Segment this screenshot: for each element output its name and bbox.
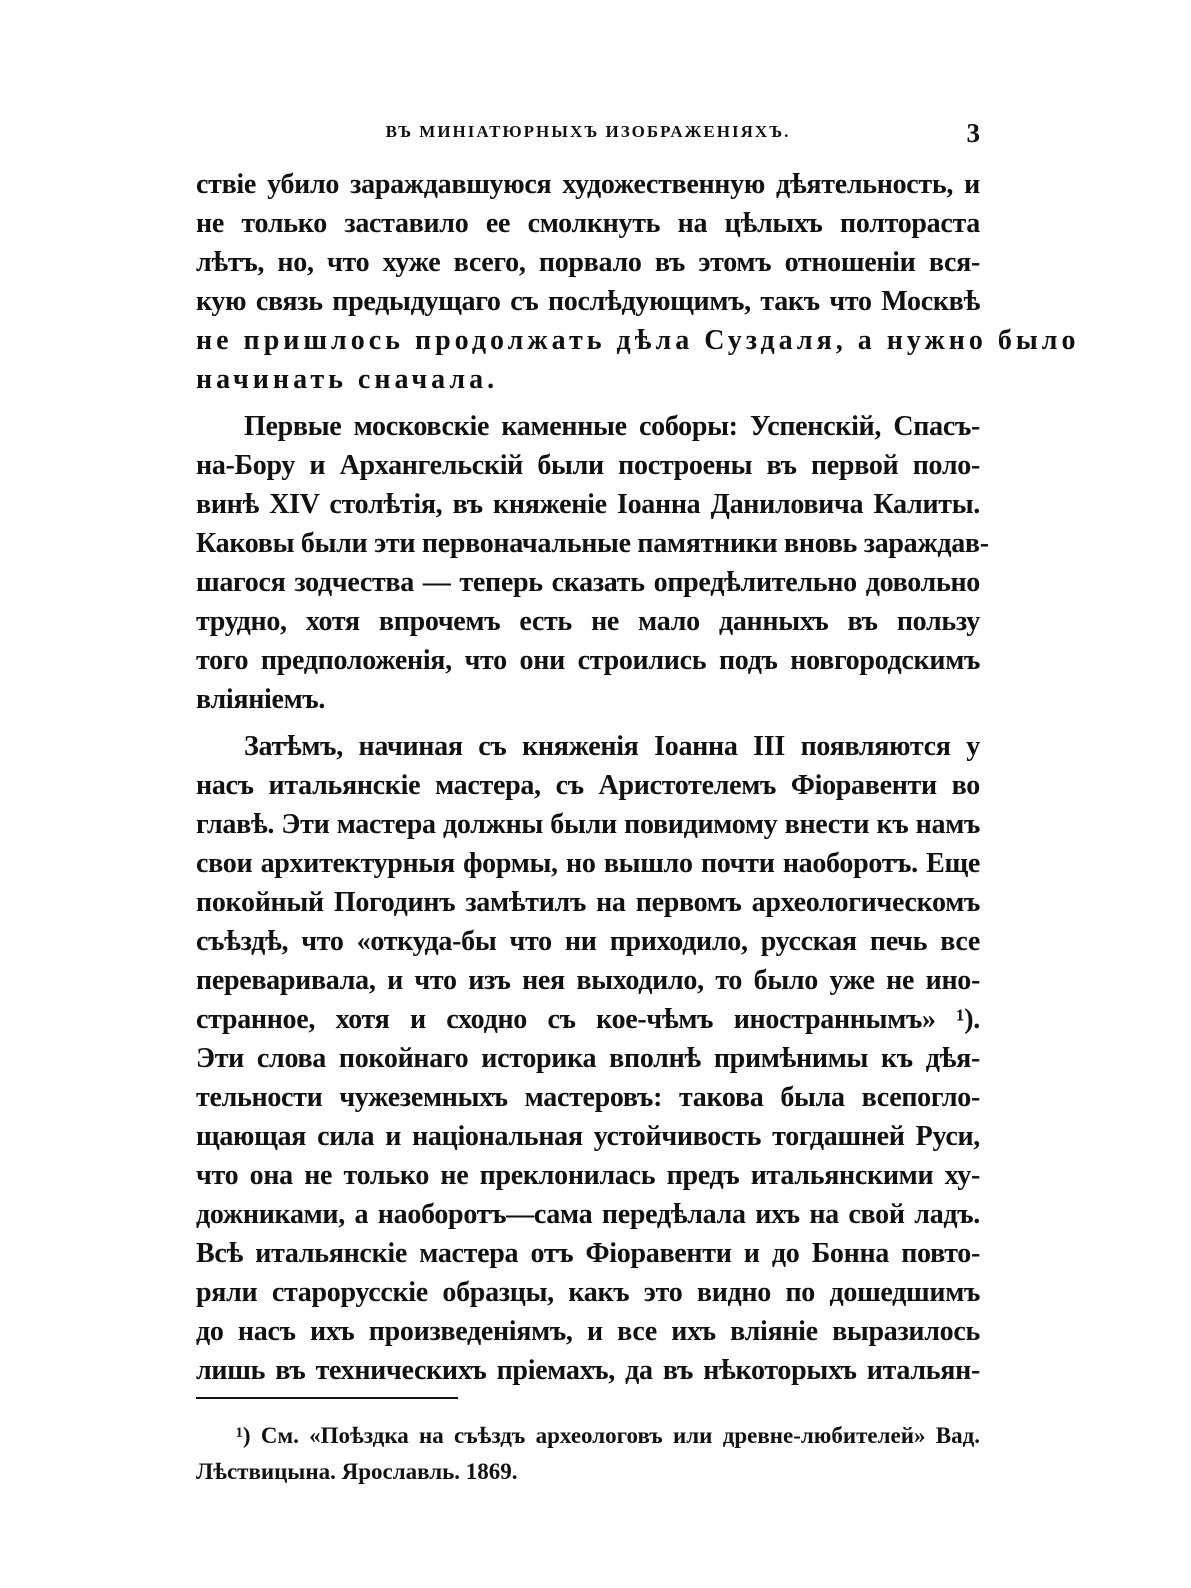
text-line: не пришлось продолжать дѣла Суздаля, а нужно было: [196, 325, 1080, 356]
text-line: лишь въ техническихъ пріемахъ, да въ нѣкоторыхъ итальян-: [196, 1355, 980, 1386]
text-line: того предположенія, что они строились подъ новгородскимъ: [196, 645, 980, 676]
text-line: дожниками, а наоборотъ—сама передѣлала ихъ на свой ладъ.: [196, 1199, 980, 1230]
text-line: переваривала, и что изъ нея выходило, то было уже не ино-: [196, 965, 980, 996]
text-line: Первые московскіе каменные соборы: Успенскій, Спасъ-: [244, 411, 980, 442]
text-line: трудно, хотя впрочемъ есть не мало данныхъ въ пользу: [196, 606, 980, 637]
text-line: что она не только не преклонилась предъ итальянскими ху-: [196, 1160, 980, 1191]
text-line: Всѣ итальянскіе мастера отъ Фіоравенти и до Бонна повто-: [196, 1238, 980, 1269]
text-line: до насъ ихъ произведеніямъ, и все ихъ вліяніе выразилось: [196, 1316, 980, 1347]
text-line: Затѣмъ, начиная съ княженія Іоанна III появляются у: [244, 731, 980, 762]
running-head: [196, 118, 980, 148]
footnote: [196, 1418, 980, 1490]
text-line: ряли старорусскіе образцы, какъ это видно по дошедшимъ: [196, 1277, 980, 1308]
footnote-line: ¹) См. «Поѣздка на съѣздъ археологовъ или древне-любителей» Вад.: [236, 1423, 980, 1448]
text-line: покойный Погодинъ замѣтилъ на первомъ археологическомъ: [196, 887, 980, 918]
text-line: лѣтъ, но, что хуже всего, порвало въ этомъ отношеніи вся-: [196, 247, 980, 278]
text-line: Каковы были эти первоначальные памятники вновь зараждав-: [196, 528, 989, 559]
page-number: 3: [966, 118, 980, 148]
text-line: щающая сила и національная устойчивость тогдашней Руси,: [196, 1121, 980, 1152]
text-line: Эти слова покойнаго историка вполнѣ примѣнимы къ дѣя-: [196, 1043, 980, 1074]
text-line: на-Бору и Архангельскій были построены въ первой поло-: [196, 450, 980, 481]
text-line: начинать сначала.: [196, 364, 499, 395]
footnote-line: Лѣствицына. Ярославль. 1869.: [196, 1459, 518, 1484]
text-line: винѣ XIV столѣтія, въ княженіе Іоанна Даниловича Калиты.: [196, 489, 980, 520]
text-line: насъ итальянскіе мастера, съ Аристотелемъ Фіоравенти во: [196, 770, 980, 801]
running-title: ВЪ МИНІАТЮРНЫХЪ ИЗОБРАЖЕНІЯХЪ.: [385, 122, 791, 141]
text-line: вліяніемъ.: [196, 684, 326, 715]
text-line: шагося зодчества — теперь сказать опредѣлительно довольно: [196, 567, 980, 598]
text-line: не только заставило ее смолкнуть на цѣлыхъ полтораста: [196, 208, 980, 239]
text-line: съѣздѣ, что «откуда-бы что ни приходило, русская печь все: [196, 926, 980, 957]
text-line: главѣ. Эти мастера должны были повидимому внести къ намъ: [196, 809, 980, 840]
text-line: ствіе убило зараждавшуюся художественную дѣятельность, и: [196, 169, 980, 200]
text-line: свои архитектурныя формы, но вышло почти наоборотъ. Еще: [196, 848, 980, 879]
text-line: странное, хотя и сходно съ кое-чѣмъ иностраннымъ» ¹).: [196, 1004, 980, 1035]
body-text: [196, 165, 1080, 1390]
text-line: кую связь предыдущаго съ послѣдующимъ, такъ что Москвѣ: [196, 286, 980, 317]
text-line: тельности чужеземныхъ мастеровъ: такова была всепогло-: [196, 1082, 980, 1113]
footnote-divider: [196, 1397, 458, 1399]
